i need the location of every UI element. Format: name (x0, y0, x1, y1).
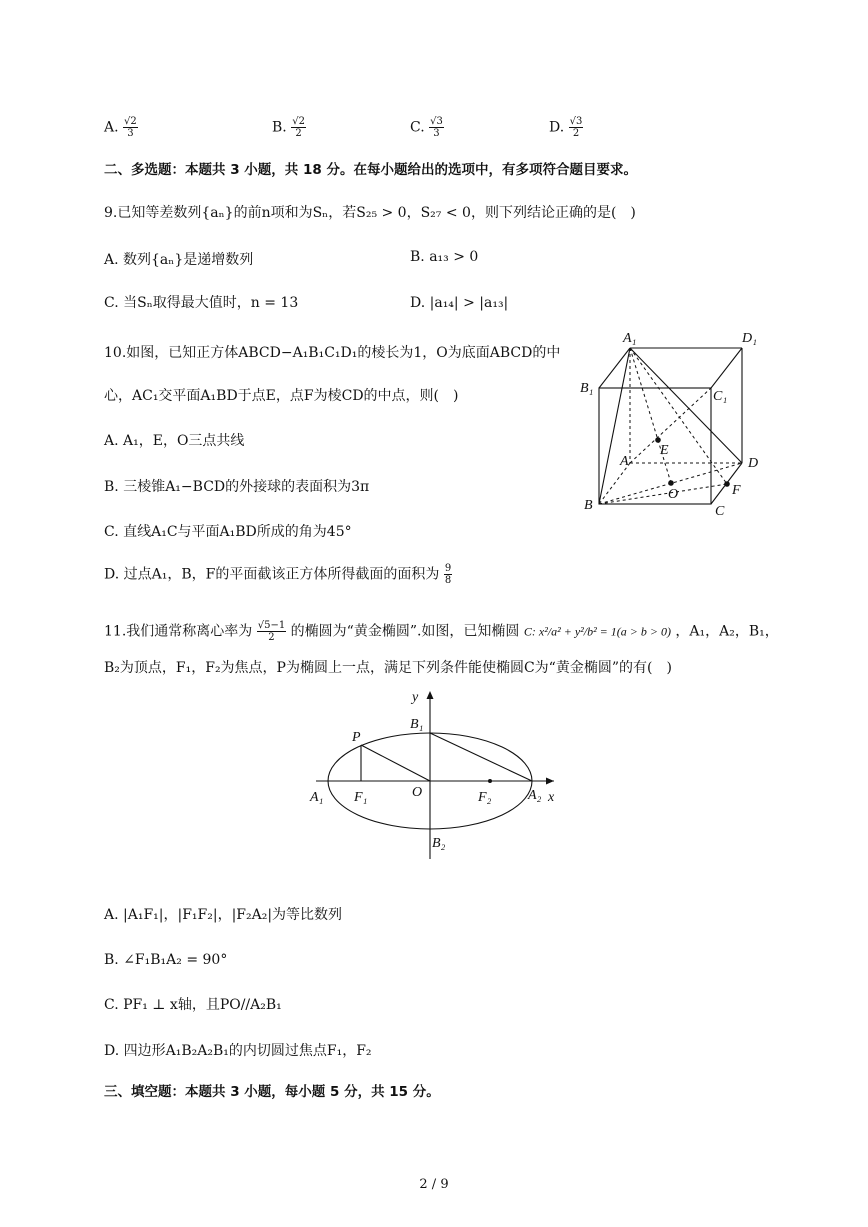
point-e (655, 437, 661, 443)
q9-option-c: C. 当Sₙ取得最大值时，n = 13 (104, 295, 299, 311)
label-f1: F₁ (354, 790, 368, 805)
q9-stem: 9.已知等差数列{aₙ}的前n项和为Sₙ，若S₂₅ > 0，S₂₇ < 0，则下列结论正确的是( ) (104, 205, 636, 221)
diagonal-a-c1 (630, 388, 711, 463)
segment-p-o (361, 745, 430, 781)
label-p: P (352, 730, 361, 745)
q10-option-b: B. 三棱锥A₁−BCD的外接球的表面积为3π (104, 479, 370, 495)
cube-figure (572, 328, 772, 520)
q10-stem-line1: 10.如图，已知正方体ABCD−A₁B₁C₁D₁的棱长为1，O为底面ABCD的中 (104, 345, 561, 361)
q10-option-c: C. 直线A₁C与平面A₁BD所成的角为45° (104, 524, 352, 540)
numerator: √3 (569, 116, 583, 127)
q9-option-d: D. |a₁₄| > |a₁₃| (410, 295, 509, 311)
label-c: C (715, 504, 725, 519)
point-f (724, 481, 730, 487)
label-d1: D₁ (742, 331, 757, 346)
label-b1: B₁ (410, 717, 424, 732)
line-b-f (599, 484, 727, 504)
option-label: D. (549, 119, 565, 136)
eccentricity-fraction (257, 620, 286, 643)
q8-option-a (104, 116, 138, 139)
denominator: 2 (268, 632, 275, 643)
denominator: 3 (433, 128, 440, 139)
label-d: D (748, 456, 759, 471)
label-f2: F₂ (478, 790, 492, 805)
point-f2 (488, 779, 492, 783)
numerator: √3 (430, 116, 443, 127)
label-b2: B₂ (432, 836, 446, 851)
denominator: 3 (127, 128, 134, 139)
option-text: D. 过点A₁，B，F的平面截该正方体所得截面的面积为 (104, 566, 440, 583)
label-b1: B₁ (580, 381, 594, 396)
q11-option-a: A. |A₁F₁|，|F₁F₂|，|F₂A₂|为等比数列 (104, 907, 343, 923)
section-3-heading: 三、填空题：本题共 3 小题，每小题 5 分，共 15 分。 (104, 1084, 440, 1100)
label-a2: A₂ (528, 788, 542, 803)
edge-d1-c1 (711, 348, 742, 388)
q8-option-d (549, 116, 583, 139)
point-o (668, 480, 674, 486)
stem-text: ，A₁，A₂，B₁， (675, 623, 779, 640)
label-o: O (412, 785, 423, 800)
page-number: 2 / 9 (419, 1177, 449, 1192)
stem-text: 的椭圆为“黄金椭圆”.如图，已知椭圆 (290, 623, 520, 640)
option-label: A. (104, 119, 119, 136)
denominator: 2 (295, 128, 302, 139)
fraction (569, 116, 584, 139)
option-label: C. (410, 119, 425, 136)
q9-option-b: B. a₁₃ > 0 (410, 249, 479, 265)
edge-a1-b1 (599, 348, 630, 388)
q11-stem-line2: B₂为顶点，F₁，F₂为焦点，P为椭圆上一点，满足下列条件能使椭圆C为“黄金椭圆”的有( ) (104, 660, 672, 676)
fraction (291, 116, 306, 139)
numerator: √5−1 (257, 620, 286, 631)
label-b: B (584, 498, 593, 513)
line-a1-d (630, 348, 742, 463)
q11-option-c: C. PF₁ ⊥ x轴，且PO//A₂B₁ (104, 997, 282, 1013)
label-o: O (668, 487, 679, 502)
label-y: y (412, 690, 419, 705)
numerator: √2 (124, 116, 137, 127)
section-2-heading: 二、多选题：本题共 3 小题，共 18 分。在每小题给出的选项中，有多项符合题目要求。 (104, 162, 637, 178)
denominator: 2 (572, 128, 580, 139)
stem-text: 11.我们通常称离心率为 (104, 623, 253, 640)
ellipse-figure (306, 683, 568, 863)
fraction (429, 116, 444, 139)
label-e: E (660, 443, 669, 458)
q11-option-b: B. ∠F₁B₁A₂ = 90° (104, 952, 228, 968)
ellipse-equation: C: x²/a² + y²/b² = 1(a > b > 0) (523, 624, 671, 639)
label-a1: A₁ (310, 790, 324, 805)
edge-a-b (599, 463, 630, 504)
label-c1: C₁ (713, 389, 728, 404)
q8-option-c (410, 116, 444, 139)
q10-option-a: A. A₁，E，O三点共线 (104, 433, 245, 449)
numerator: 9 (444, 563, 452, 574)
q8-option-b (272, 116, 306, 139)
label-a: A (620, 454, 629, 469)
option-label: B. (272, 119, 287, 136)
q9-option-a: A. 数列{aₙ}是递增数列 (104, 252, 254, 268)
line-a1-b (599, 348, 630, 504)
fraction (444, 563, 452, 586)
label-x: x (548, 790, 555, 805)
denominator: 8 (444, 575, 452, 586)
y-axis-arrow (427, 691, 434, 699)
fraction (123, 116, 138, 139)
label-a1: A₁ (623, 331, 637, 346)
numerator: √2 (292, 116, 305, 127)
cube-front-face (599, 388, 711, 504)
segment-b1-a2 (430, 733, 532, 781)
line-a1-f (630, 348, 727, 484)
q11-option-d: D. 四边形A₁B₂A₂B₁的内切圆过焦点F₁，F₂ (104, 1043, 372, 1059)
q10-stem-line2: 心，AC₁交平面A₁BD于点E，点F为棱CD的中点，则( ) (104, 388, 459, 404)
q11-stem-line1 (104, 620, 779, 643)
x-axis-arrow (546, 778, 554, 785)
q10-option-d (104, 563, 452, 586)
label-f: F (732, 483, 741, 498)
